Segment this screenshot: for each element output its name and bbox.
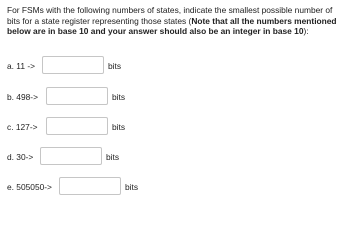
answer-label-b: b. 498-> <box>7 92 38 102</box>
question-text: For FSMs with the following numbers of states, indicate the smallest possible number of bits for a state register representing those states ( <box>7 5 333 26</box>
answer-input-a[interactable] <box>42 56 104 74</box>
question-note: Note that all the numbers mentioned below are in base 10 and your answer should also be an integer in base 10 <box>7 15 337 36</box>
unit-label-e: bits <box>125 182 139 192</box>
answer-label-c: c. 127-> <box>7 122 38 132</box>
answer-input-b[interactable] <box>46 87 108 105</box>
answer-input-d[interactable] <box>40 147 102 165</box>
answer-input-e[interactable] <box>59 177 121 195</box>
unit-label-b: bits <box>112 92 126 102</box>
answer-label-d: d. 30-> <box>7 152 34 162</box>
answer-label-a: a. 11 -> <box>7 61 36 71</box>
unit-label-c: bits <box>112 122 126 132</box>
answer-input-c[interactable] <box>46 117 108 135</box>
answer-label-e: e. 505050-> <box>7 182 52 192</box>
question-text-end: ): <box>303 26 309 36</box>
unit-label-d: bits <box>106 152 120 162</box>
question-prompt <box>7 5 347 37</box>
unit-label-a: bits <box>108 61 122 71</box>
